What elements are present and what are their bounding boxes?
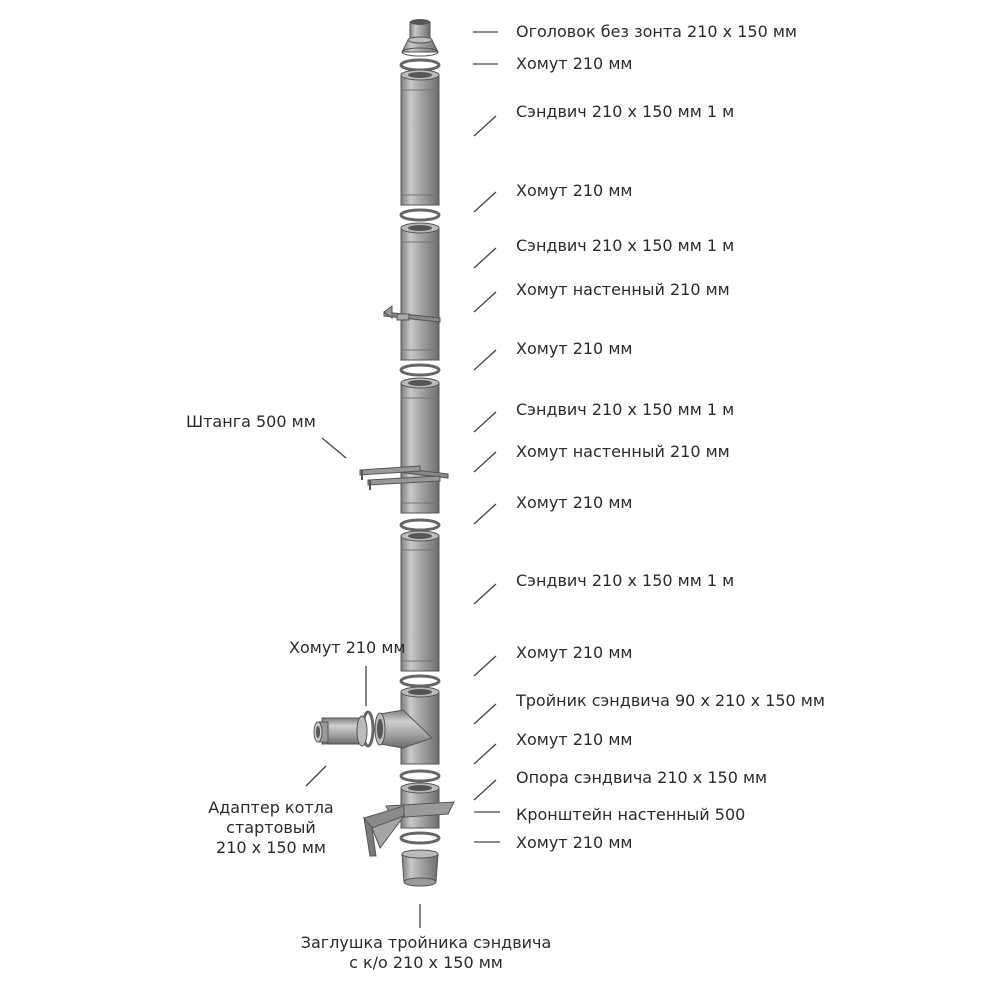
- label-clamp-5: Хомут 210 мм: [516, 643, 633, 662]
- label-tee: Тройник сэндвича 90 х 210 х 150 мм: [516, 691, 825, 710]
- clamp-ring-6: [401, 771, 439, 781]
- label-clamp-3: Хомут 210 мм: [516, 339, 633, 358]
- head-cap: [402, 19, 438, 56]
- leader-lines-right: [473, 32, 500, 842]
- label-tee-plug-line-2: с к/о 210 х 150 мм: [349, 953, 503, 972]
- label-clamp-2: Хомут 210 мм: [516, 181, 633, 200]
- clamp-ring-7: [401, 833, 439, 843]
- label-boiler-adapter-line-2: стартовый: [226, 818, 316, 837]
- label-boiler-adapter-line-1: Адаптер котла: [208, 798, 334, 817]
- label-tee-plug: [286, 933, 566, 973]
- wall-bracket: [364, 806, 404, 856]
- label-wall-clamp-1: Хомут настенный 210 мм: [516, 280, 730, 299]
- label-tee-plug-line-1: Заглушка тройника сэндвича: [300, 933, 552, 952]
- sandwich-pipe-2: [401, 223, 439, 360]
- label-wall-bracket: Кронштейн настенный 500: [516, 805, 746, 824]
- label-sandwich-3: Сэндвич 210 х 150 мм 1 м: [516, 400, 735, 419]
- sandwich-tee: [375, 687, 439, 764]
- sandwich-pipe-4: [401, 531, 439, 671]
- boiler-adapter: [314, 716, 367, 746]
- label-rod: Штанга 500 мм: [186, 412, 316, 431]
- clamp-ring-5: [401, 676, 439, 686]
- clamp-ring-4: [401, 520, 439, 530]
- label-sandwich-1: Сэндвич 210 х 150 мм 1 м: [516, 102, 735, 121]
- label-clamp-7: Хомут 210 мм: [516, 833, 633, 852]
- label-clamp-4: Хомут 210 мм: [516, 493, 633, 512]
- clamp-ring-1: [401, 60, 439, 70]
- tee-plug: [402, 850, 438, 886]
- label-boiler-adapter-line-3: 210 х 150 мм: [216, 838, 326, 857]
- label-clamp-6: Хомут 210 мм: [516, 730, 633, 749]
- clamp-ring-3: [401, 365, 439, 375]
- label-sandwich-4: Сэндвич 210 х 150 мм 1 м: [516, 571, 735, 590]
- label-wall-clamp-2: Хомут настенный 210 мм: [516, 442, 730, 461]
- label-side-clamp: Хомут 210 мм: [289, 638, 406, 657]
- label-boiler-adapter: [196, 798, 346, 858]
- sandwich-pipe-1: [401, 70, 439, 205]
- clamp-ring-2: [401, 210, 439, 220]
- sandwich-pipe-3: [401, 378, 439, 513]
- label-clamp-1: Хомут 210 мм: [516, 54, 633, 73]
- label-support: Опора сэндвича 210 х 150 мм: [516, 768, 768, 787]
- label-sandwich-2: Сэндвич 210 х 150 мм 1 м: [516, 236, 735, 255]
- label-head-cap: Оголовок без зонта 210 х 150 мм: [516, 22, 797, 41]
